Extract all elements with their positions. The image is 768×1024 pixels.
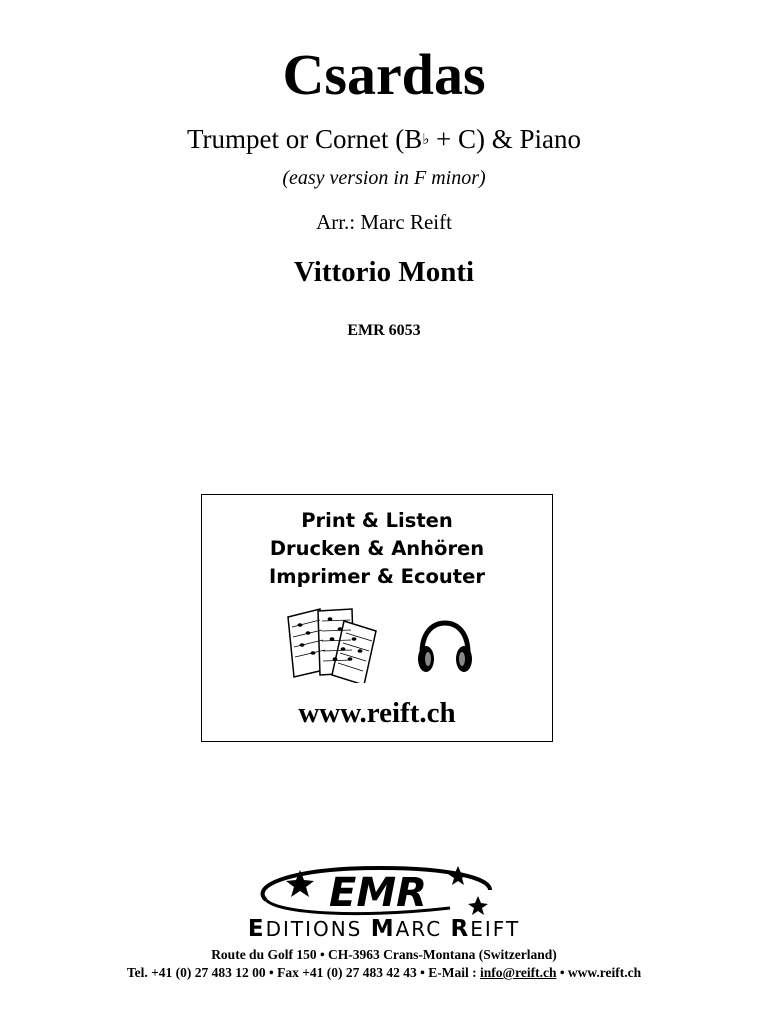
contact-phone-fax: Tel. +41 (0) 27 483 12 00 • Fax +41 (0) 27 483 42 43 • E-Mail :	[126, 965, 481, 980]
headphones-icon	[414, 617, 476, 679]
instrumentation-start: Trumpet or Cornet (B	[186, 124, 423, 154]
svg-text:EMR: EMR	[329, 870, 427, 916]
publisher-contact	[0, 964, 768, 982]
promo-line-german: Drucken & Anhören	[269, 537, 485, 560]
email-link[interactable]: info@reift.ch	[480, 965, 557, 980]
publisher-name-reift: EIFT	[470, 917, 521, 941]
publisher-name-initial-e: E	[247, 916, 266, 942]
publisher-name-editions: DITIONS	[265, 917, 371, 941]
arranger: Arr.: Marc Reift	[316, 210, 452, 234]
publisher-name-marc: ARC	[395, 917, 451, 941]
publisher-name-initial-r: R	[450, 916, 471, 942]
website-link[interactable]: www.reift.ch	[298, 697, 456, 729]
page-title: Csardas	[282, 42, 486, 107]
promo-line-french: Imprimer & Ecouter	[269, 565, 485, 588]
catalog-number: EMR 6053	[347, 322, 421, 339]
instrumentation-end: + C) & Piano	[429, 124, 582, 154]
version-note: (easy version in F minor)	[282, 167, 486, 189]
publisher-name-initial-m: M	[370, 916, 396, 942]
composer: Vittorio Monti	[293, 256, 475, 288]
sheet-music-icon	[280, 603, 390, 683]
instrumentation	[0, 122, 768, 161]
publisher-name	[0, 916, 768, 942]
publisher-address: Route du Golf 150 • CH-3963 Crans-Montana (Switzerland)	[211, 947, 557, 962]
print-listen-box	[201, 494, 553, 742]
promo-line-english: Print & Listen	[301, 509, 453, 532]
flat-symbol: ♭	[422, 132, 430, 148]
contact-website: • www.reift.ch	[556, 965, 642, 980]
